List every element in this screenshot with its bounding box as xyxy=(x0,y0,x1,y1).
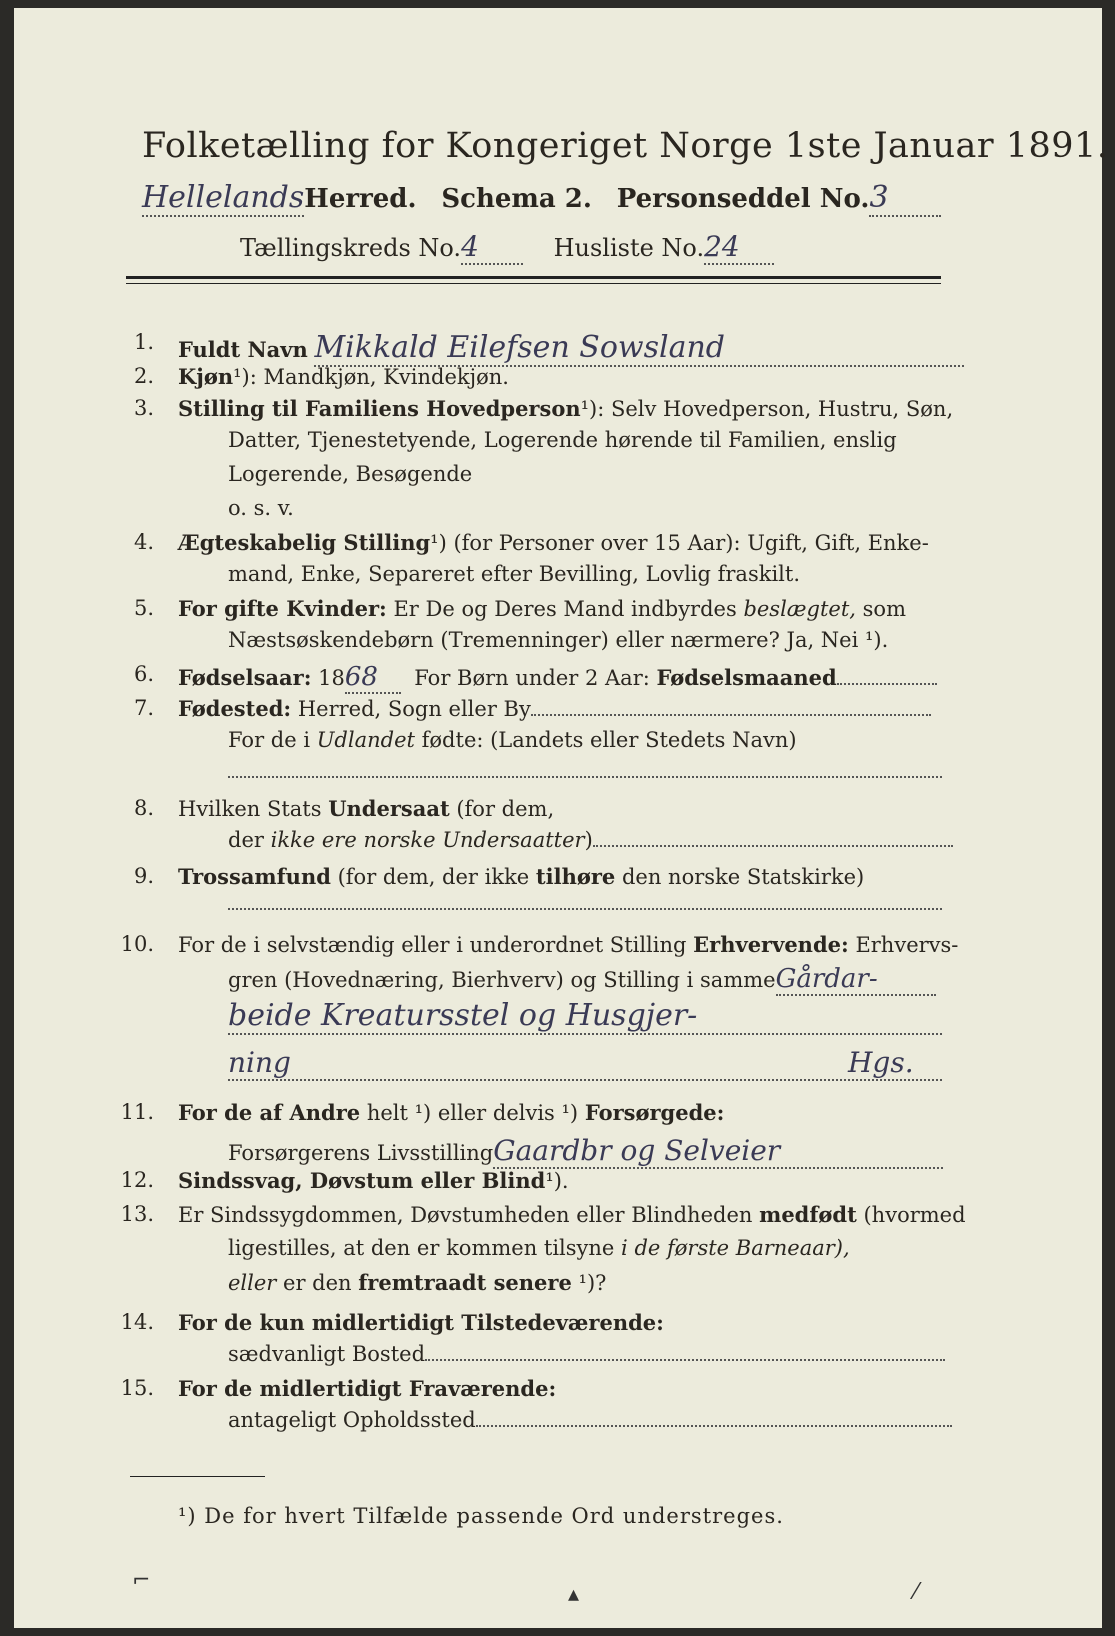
item-13-line xyxy=(178,1202,966,1227)
item-10-text2: Erhvervs- xyxy=(855,933,959,957)
kreds-line xyxy=(240,230,774,265)
item-5-italic: beslægtet, xyxy=(743,597,856,621)
item-3-label: Stilling til Familiens Hovedperson xyxy=(178,396,581,421)
item-4-line xyxy=(178,530,929,555)
item-6-line xyxy=(178,662,937,694)
item-10-value3: ning xyxy=(228,1046,291,1079)
item-11-value: Gaardbr og Selveier xyxy=(493,1134,943,1169)
item-1-line xyxy=(178,330,964,367)
item-2-line xyxy=(178,364,509,389)
item-8-text2: (for dem, xyxy=(456,797,555,821)
item-3-number: 3. xyxy=(133,396,154,420)
item-7-label: Fødested: xyxy=(178,696,292,721)
item-10-line xyxy=(178,932,958,957)
item-10-text: For de i selvstændig eller i underordnet Stilling xyxy=(178,933,687,957)
form-title: Folketælling for Kongeriget Norge 1ste Januar 1891. xyxy=(142,126,1109,166)
item-7-dots xyxy=(531,698,931,716)
item-4-line2: mand, Enke, Separeret efter Bevilling, Lovlig fraskilt. xyxy=(228,562,801,586)
footnote: ¹) De for hvert Tilfælde passende Ord understreges. xyxy=(178,1504,784,1528)
item-9-text2: den norske Statskirke) xyxy=(621,865,865,889)
item-6-label: Fødselsaar: xyxy=(178,665,312,690)
item-13-text: Er Sindssygdommen, Døvstumheden eller Blindheden xyxy=(178,1203,753,1227)
item-8-label: Undersaat xyxy=(328,796,450,821)
item-3-text: ¹): Selv Hovedperson, Hustru, Søn, xyxy=(580,397,954,421)
personseddel-label: Personseddel No. xyxy=(616,184,870,214)
item-15-line2 xyxy=(228,1408,952,1432)
item-7-text: Herred, Sogn eller By xyxy=(297,697,531,721)
item-13-line3-italic: eller xyxy=(228,1271,277,1295)
item-11-line2-text: Forsørgerens Livsstilling xyxy=(228,1141,494,1165)
item-12-label: Sindssvag, Døvstum eller Blind xyxy=(178,1168,546,1193)
personseddel-value: 3 xyxy=(869,180,941,217)
herred-value: Hellelands xyxy=(142,180,305,215)
corner-mark-right: ⁄ xyxy=(914,1580,918,1605)
item-10-value1: Gårdar- xyxy=(776,964,936,996)
herred-line xyxy=(142,180,941,217)
item-12-text: ¹). xyxy=(545,1169,569,1193)
item-5-label: For gifte Kvinder: xyxy=(178,596,387,621)
item-3-line3: Logerende, Besøgende xyxy=(228,462,473,486)
item-1-name-value: Mikkald Eilefsen Sowsland xyxy=(314,330,964,367)
item-3-line xyxy=(178,396,953,421)
item-6-label2: Fødselsmaaned xyxy=(656,665,837,690)
census-form-sheet xyxy=(14,8,1109,1628)
item-5-end: som xyxy=(862,597,906,621)
corner-mark-center: ▴ xyxy=(568,1582,580,1607)
item-8-line xyxy=(178,796,554,821)
item-6-number: 6. xyxy=(133,662,154,686)
item-10-value2: beide Kreatursstel og Husgjer- xyxy=(228,998,942,1035)
item-11-number: 11. xyxy=(120,1100,154,1124)
item-13-line2-italic: i de første Barneaar), xyxy=(621,1236,850,1260)
item-4-text: ¹) (for Personer over 15 Aar): Ugift, Gift, Enke- xyxy=(430,531,929,555)
item-13-line3 xyxy=(228,1270,606,1295)
item-6-dots xyxy=(837,667,937,685)
item-7-blank-line xyxy=(228,776,942,778)
item-5-text: Er De og Deres Mand indbyrdes xyxy=(393,597,737,621)
herred-label: Herred. xyxy=(304,184,417,214)
footnote-rule xyxy=(130,1476,265,1477)
kreds-value: 4 xyxy=(461,230,523,265)
item-15-line xyxy=(178,1376,556,1401)
item-5-line xyxy=(178,596,906,621)
item-8-dots xyxy=(593,829,953,847)
item-2-text: ¹): Mandkjøn, Kvindekjøn. xyxy=(233,365,509,389)
item-3-line2: Datter, Tjenestetyende, Logerende hørende til Familien, enslig xyxy=(228,428,897,452)
item-13-line3c: ¹)? xyxy=(578,1271,607,1295)
item-1-number: 1. xyxy=(133,330,154,354)
item-1-label: Fuldt Navn xyxy=(178,337,308,362)
item-11-label2: Forsørgede: xyxy=(584,1100,725,1125)
item-13-line2 xyxy=(228,1236,850,1260)
item-12-number: 12. xyxy=(120,1168,154,1192)
item-14-line xyxy=(178,1310,664,1335)
item-10-line2 xyxy=(228,964,936,996)
item-14-dots xyxy=(425,1343,945,1361)
item-9-number: 9. xyxy=(133,864,154,888)
item-7-line2a: For de i xyxy=(228,728,311,752)
corner-mark-left: ⌐ xyxy=(132,1568,151,1593)
item-15-dots xyxy=(476,1409,952,1427)
item-12-line xyxy=(178,1168,569,1193)
item-7-line2 xyxy=(228,728,797,752)
item-10-line2-text: gren (Hovednæring, Bierhverv) og Stilling i samme xyxy=(228,968,776,992)
item-13-text2: (hvormed xyxy=(863,1203,966,1227)
item-8-line2-italic: ikke ere norske Undersaatter xyxy=(270,828,585,852)
item-7-number: 7. xyxy=(133,696,154,720)
item-10-label: Erhvervende: xyxy=(693,932,849,957)
item-10-number: 10. xyxy=(120,932,154,956)
item-14-line2-text: sædvanligt Bosted xyxy=(228,1342,426,1366)
kreds-label: Tællingskreds No. xyxy=(240,234,462,262)
item-5-line2: Næstsøskendebørn (Tremenninger) eller nærmere? Ja, Nei ¹). xyxy=(228,628,889,652)
item-9-line xyxy=(178,864,864,889)
item-7-line2b: fødte: (Landets eller Stedets Navn) xyxy=(421,728,797,752)
item-3-line4: o. s. v. xyxy=(228,496,294,520)
item-8-line2b: ) xyxy=(584,828,593,852)
item-11-text: helt ¹) eller delvis ¹) xyxy=(366,1101,579,1125)
item-9-blank-line xyxy=(228,908,942,910)
item-15-label: For de midlertidigt Fraværende: xyxy=(178,1376,557,1401)
item-15-number: 15. xyxy=(120,1376,154,1400)
item-9-text: (for dem, der ikke xyxy=(337,865,530,889)
husliste-value: 24 xyxy=(704,230,774,265)
item-8-text: Hvilken Stats xyxy=(178,797,322,821)
item-8-line2 xyxy=(228,828,953,852)
husliste-label: Husliste No. xyxy=(553,234,705,262)
item-6-prefix: 18 xyxy=(318,666,345,690)
item-15-line2-text: antageligt Opholdssted xyxy=(228,1408,476,1432)
item-11-line2 xyxy=(228,1134,943,1169)
item-8-line2a: der xyxy=(228,828,264,852)
header-rule-thin xyxy=(126,283,941,284)
item-9-label: Trossamfund xyxy=(178,864,331,889)
item-13-number: 13. xyxy=(120,1202,154,1226)
item-10-line4 xyxy=(228,1046,942,1081)
item-13-line2a: ligestilles, at den er kommen tilsyne xyxy=(228,1236,615,1260)
header-rule xyxy=(126,276,941,279)
item-4-number: 4. xyxy=(133,530,154,554)
item-5-number: 5. xyxy=(133,596,154,620)
item-7-line xyxy=(178,696,931,721)
item-7-line2-italic: Udlandet xyxy=(316,728,415,752)
item-14-number: 14. xyxy=(120,1310,154,1334)
item-11-label: For de af Andre xyxy=(178,1100,361,1125)
item-14-label: For de kun midlertidigt Tilstedeværende: xyxy=(178,1310,664,1335)
item-2-label: Kjøn xyxy=(178,364,234,389)
item-2-number: 2. xyxy=(133,364,154,388)
item-11-line xyxy=(178,1100,724,1125)
item-13-label: medfødt xyxy=(759,1202,857,1227)
item-4-label: Ægteskabelig Stilling xyxy=(178,530,431,555)
item-14-line2 xyxy=(228,1342,945,1366)
item-13-line3a: er den xyxy=(283,1271,352,1295)
item-6-text: For Børn under 2 Aar: xyxy=(414,666,650,690)
item-13-line3-bold: fremtraadt senere xyxy=(358,1270,572,1295)
item-8-number: 8. xyxy=(133,796,154,820)
schema-label: Schema 2. xyxy=(441,184,592,214)
item-9-label2: tilhøre xyxy=(535,864,616,889)
item-6-year-value: 68 xyxy=(345,662,401,694)
item-10-value4: Hgs. xyxy=(848,1046,914,1079)
